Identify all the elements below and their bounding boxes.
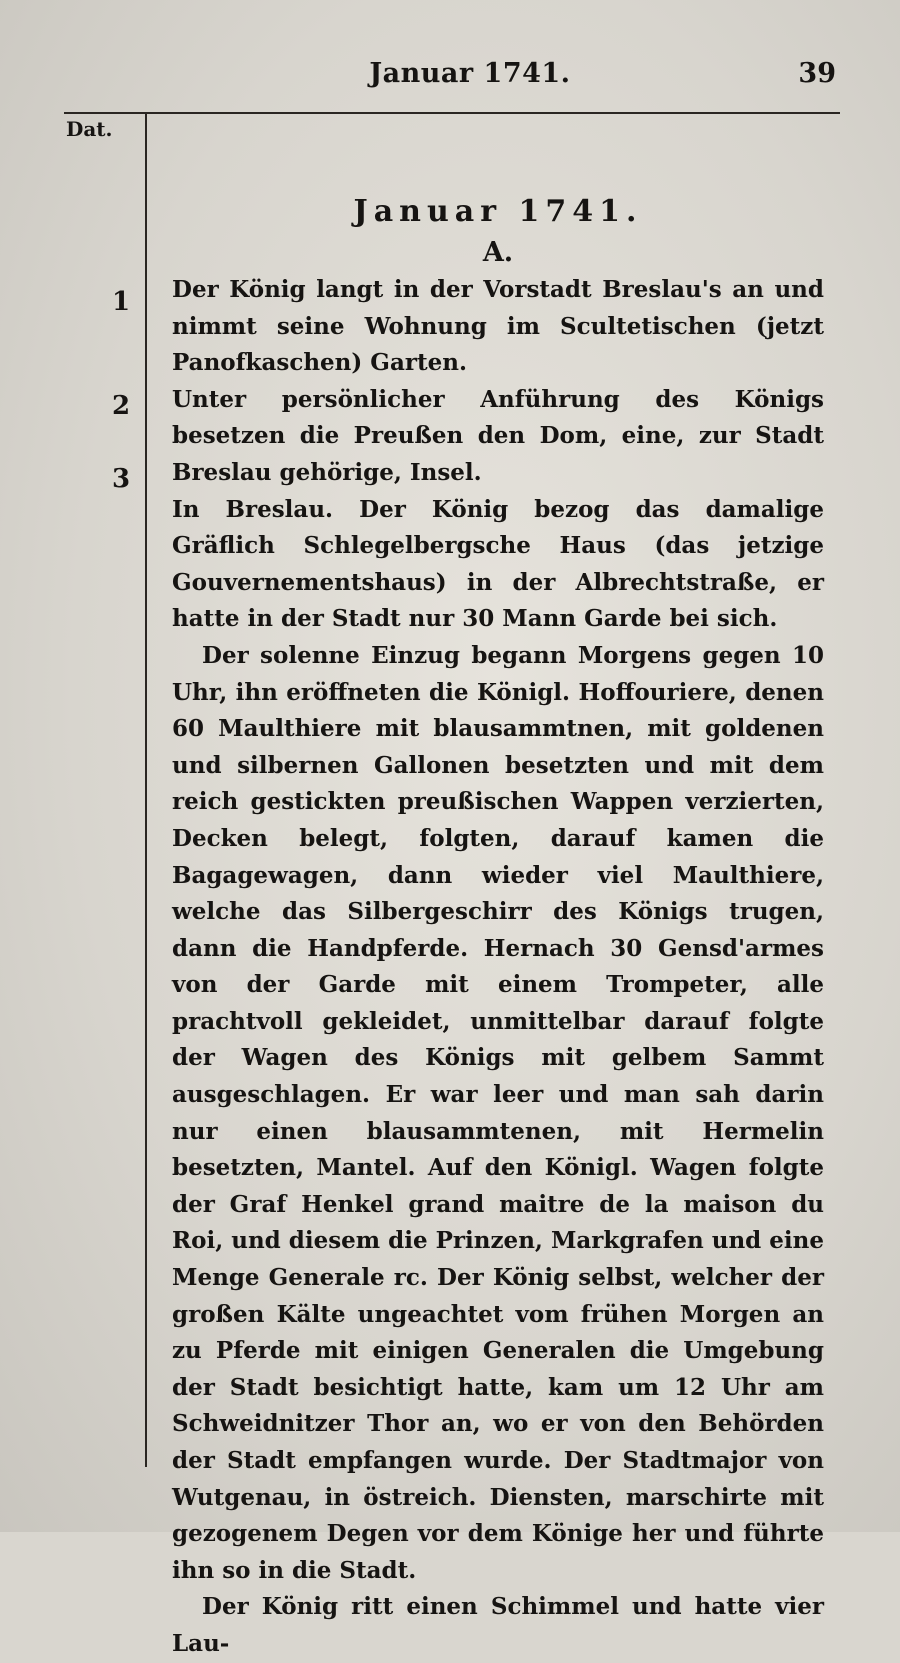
body-paragraph: Der König ritt einen Schimmel und hatte vier Lau- bbox=[172, 1593, 824, 1657]
page-content bbox=[172, 190, 824, 1663]
entry-number: 1 bbox=[112, 287, 131, 317]
entry-number: 3 bbox=[112, 464, 131, 494]
section-title: Januar 1741. bbox=[353, 194, 643, 229]
entry-text: Der König langt in der Vorstadt Breslau's an und nimmt seine Wohnung im Scultetischen (jetzt Panofkaschen) Garten. bbox=[172, 276, 824, 377]
entry-text: In Breslau. Der König bezog das damalige Gräflich Schlegelbergsche Haus (das jetzige Gouvernementshaus) in der Albrechtstraße, er hatte in der Stadt nur 30 Mann Garde bei sich. bbox=[172, 495, 824, 633]
margin-rule bbox=[145, 112, 147, 1467]
page-number: 39 bbox=[798, 58, 836, 89]
entry-text: Unter persönlicher Anführung des Königs besetzen die Preußen den Dom, eine, zur Stadt Breslau gehörige, Insel. bbox=[172, 385, 824, 486]
date-column-label: Dat. bbox=[66, 117, 113, 141]
section-letter: A. bbox=[482, 237, 514, 268]
entry-number: 2 bbox=[112, 391, 131, 421]
running-title: Januar 1741. bbox=[369, 58, 571, 89]
header-rule bbox=[64, 112, 840, 114]
body-paragraph: Der solenne Einzug begann Morgens gegen 10 Uhr, ihn eröffneten die Königl. Hoffouriere, denen 60 Maulthiere mit blausammtnen, mit goldenen und silbernen Gallonen besetzten und mit dem reich gestickten preußischen Wappen verzierten, Decken belegt, folgten, darauf kamen die Bagagewagen, dann wieder viel Maulthiere, welche das Silbergeschirr des Königs trugen, dann die Handpferde. Hernach 30 Gensd'armes von der Garde mit einem Trompeter, alle prachtvoll gekleidet, unmittelbar darauf folgte der Wagen des Königs mit gelbem Sammt ausgeschlagen. Er war leer und man sah darin nur einen blausammtenen, mit Hermelin besetzten, Mantel. Auf den Königl. Wagen folgte der Graf Henkel grand maitre de la maison du Roi, und diesem die Prinzen, Markgrafen und eine Menge Generale rc. Der König selbst, welcher der großen Kälte ungeachtet vom frühen Morgen an zu Pferde mit einigen Generalen die Umgebung der Stadt besichtigt hatte, kam um 12 Uhr am Schweidnitzer Thor an, wo er von den Behörden der Stadt empfangen wurde. Der Stadtmajor von Wutgenau, in östreich. Diensten, marschirte mit gezogenem Degen vor dem Könige her und führte ihn so in die Stadt. bbox=[172, 641, 824, 1584]
